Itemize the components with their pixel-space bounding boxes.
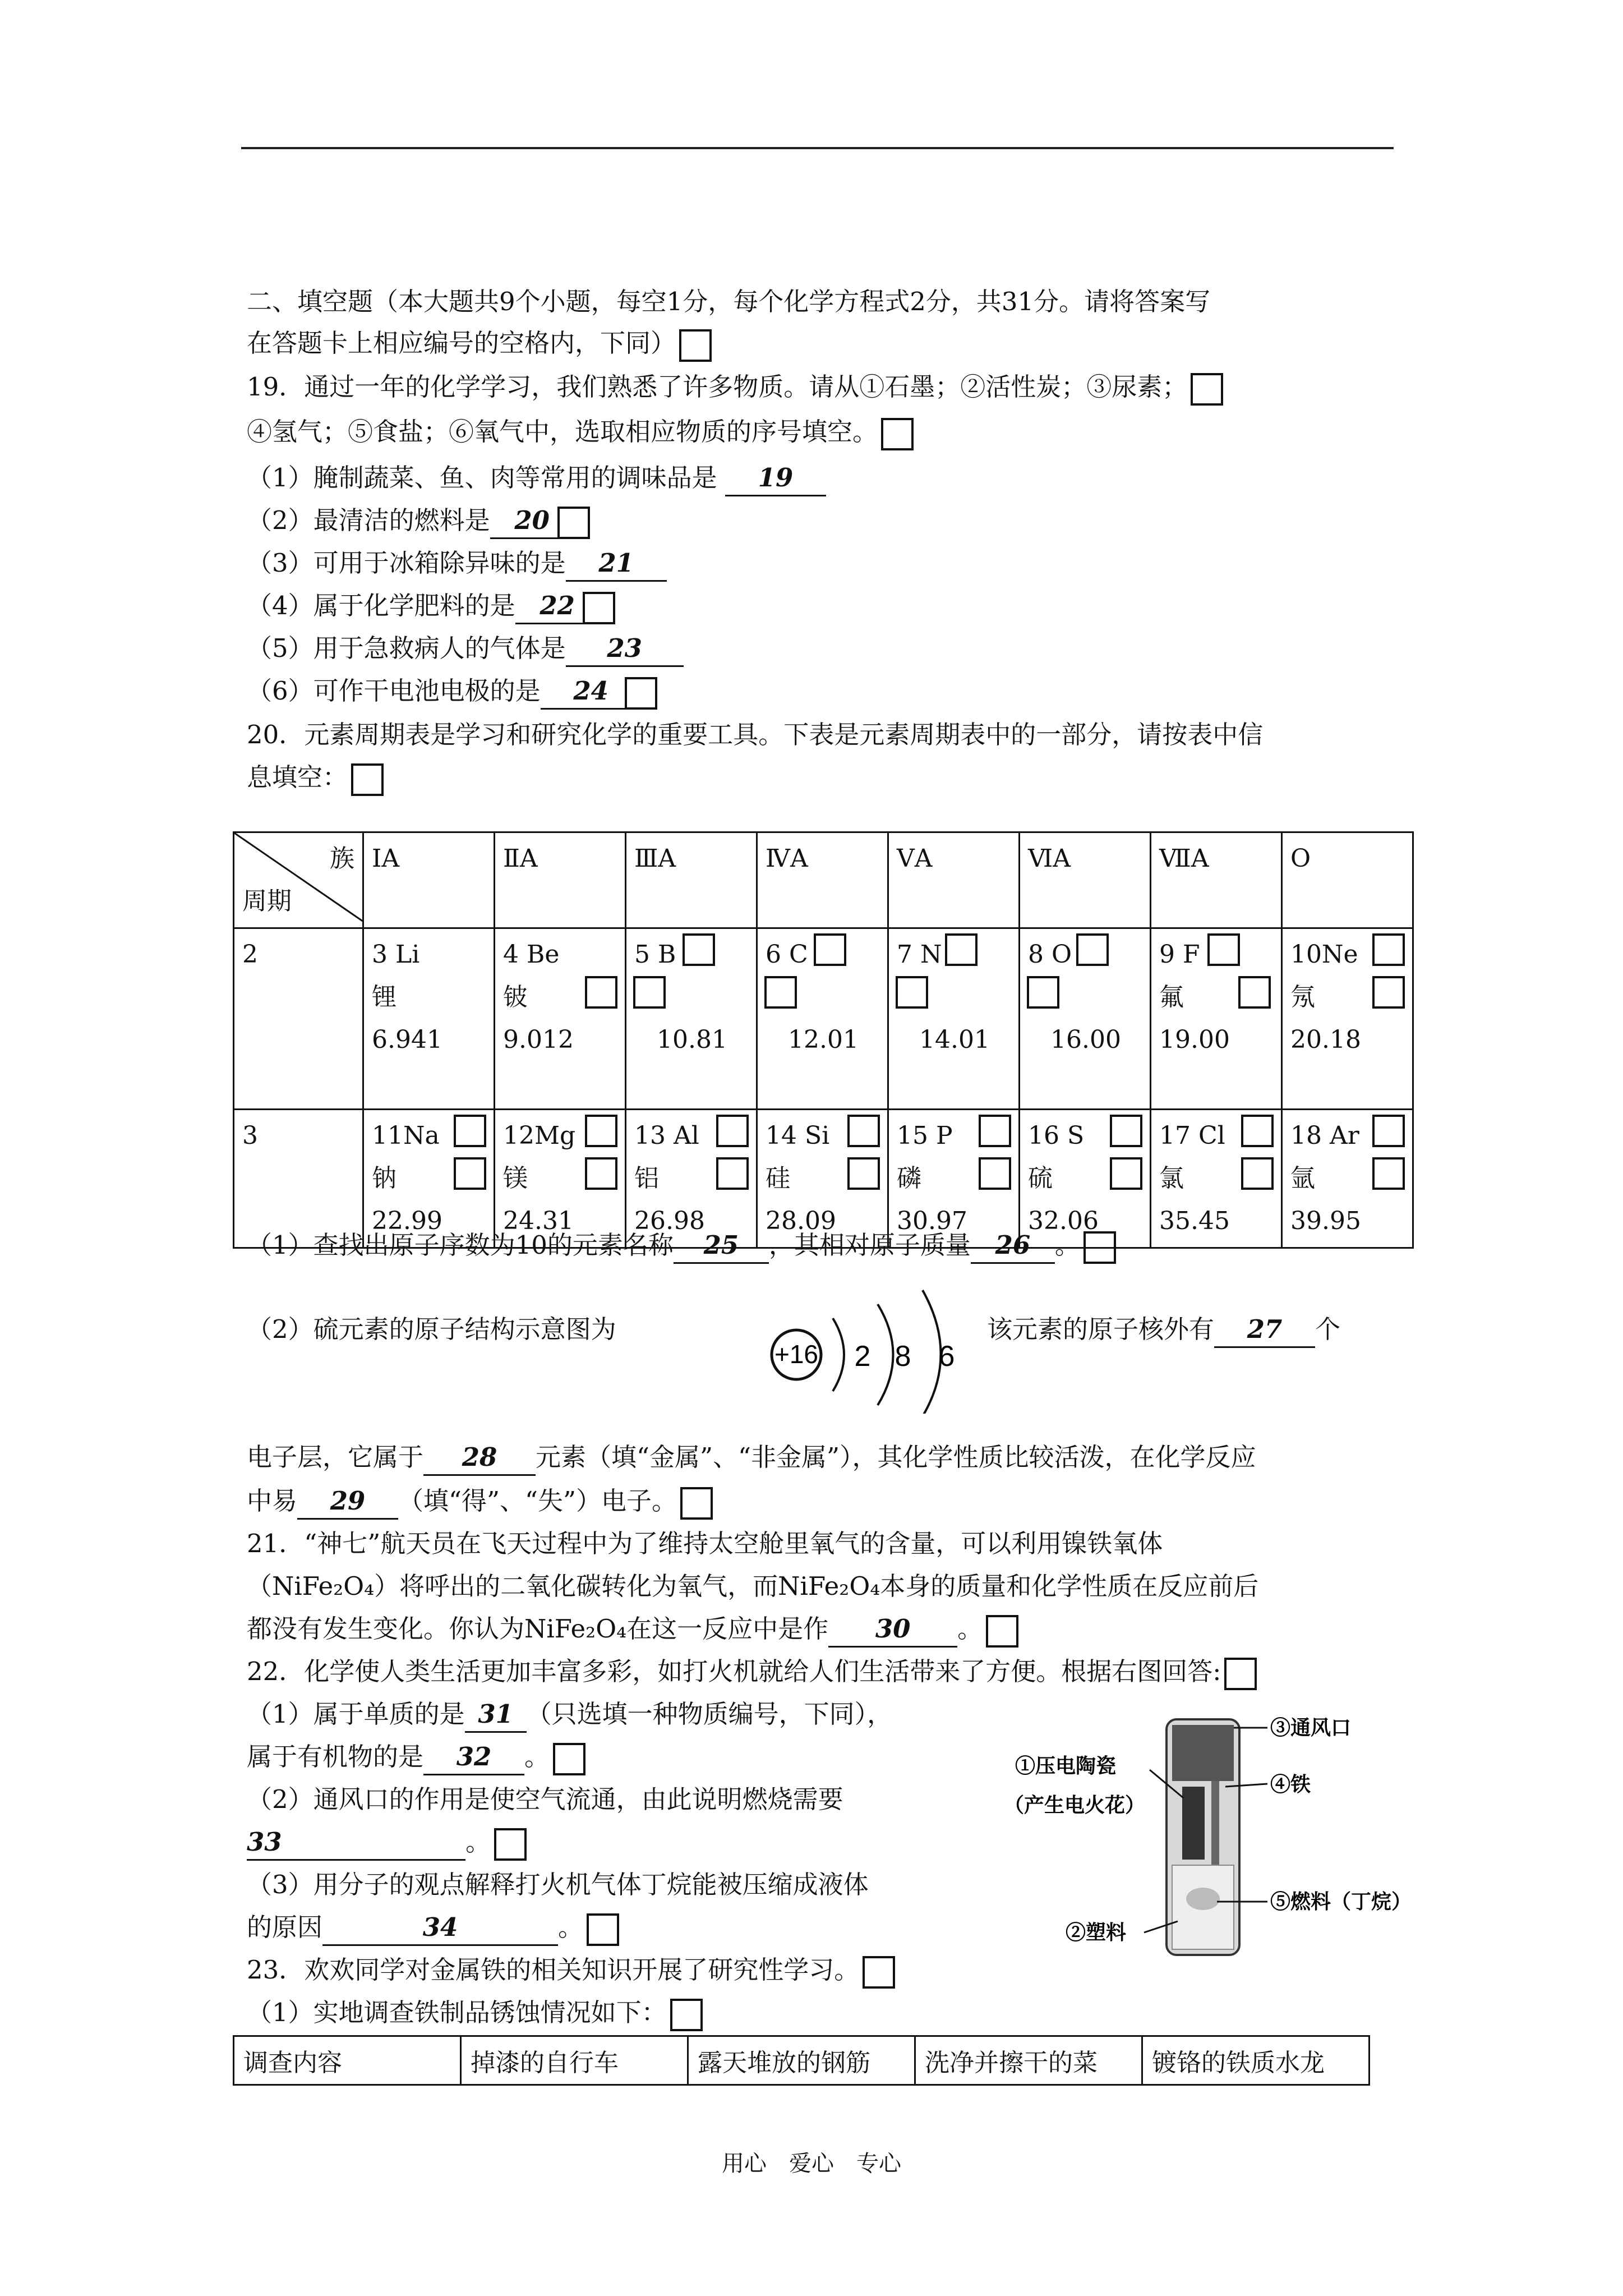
answer-box[interactable] — [585, 1157, 617, 1190]
q21-stem-3: 都没有发生变化。你认为NiFe₂O₄在这一反应中是作 30 。 — [247, 1612, 1018, 1648]
period-label: 2 — [234, 928, 363, 1110]
q22-part2: （2）通风口的作用是使空气流通，由此说明燃烧需要 — [247, 1784, 843, 1814]
q20-part4: 中易 29 （填“得”、“失”）电子。 — [247, 1484, 713, 1520]
sulfur-atom-diagram — [740, 1279, 976, 1414]
shell-electrons: 6 — [938, 1340, 955, 1373]
group-header: ⅥA — [1020, 832, 1151, 928]
group-header: ⅦA — [1151, 832, 1282, 928]
answer-box[interactable] — [863, 1956, 895, 1989]
answer-box[interactable] — [847, 1157, 880, 1190]
q20-part3: 电子层，它属于 28 元素（填“金属”、“非金属”），其化学性质比较活泼，在化学反应 — [247, 1441, 1256, 1476]
answer-box[interactable] — [716, 1115, 749, 1147]
header-period: 周期 — [242, 887, 292, 915]
answer-box[interactable] — [896, 976, 928, 1009]
q19-stem-cont: ④氢气；⑤食盐；⑥氧气中，选取相应物质的序号填空。 — [247, 415, 914, 450]
answer-box[interactable] — [583, 592, 615, 624]
q22-part3: （3）用分子的观点解释打火机气体丁烷能被压缩成液体 — [247, 1870, 869, 1899]
label-plastic: ②塑料 — [1066, 1921, 1127, 1944]
answer-box[interactable] — [716, 1157, 749, 1190]
answer-box[interactable] — [1372, 1115, 1405, 1147]
element-cell: 11Na 钠 22.99 — [363, 1110, 495, 1248]
q22-part1-b: 属于有机物的是 32 。 — [247, 1740, 585, 1775]
answer-blank[interactable]: 21 — [566, 546, 667, 582]
answer-box[interactable] — [1027, 976, 1059, 1009]
answer-blank[interactable]: 19 — [725, 461, 826, 496]
electron-shell-arc — [878, 1304, 893, 1405]
section-title-cont: 在答题卡上相应编号的空格内，下同） — [247, 326, 712, 362]
answer-box[interactable] — [1241, 1157, 1274, 1190]
answer-blank[interactable]: 26 — [971, 1228, 1055, 1264]
q22-part3-b: 的原因 34 。 — [247, 1911, 619, 1946]
q20-part2: （2）硫元素的原子结构示意图为 — [247, 1314, 616, 1344]
lighter-top — [1172, 1725, 1234, 1781]
label-spark: （产生电火花） — [1004, 1793, 1146, 1817]
answer-box[interactable] — [847, 1115, 880, 1147]
q21-stem-2: （NiFe₂O₄）将呼出的二氧化碳转化为氧气，而NiFe₂O₄本身的质量和化学性质在反应前后 — [247, 1571, 1259, 1601]
answer-box[interactable] — [670, 1999, 703, 2031]
group-header: ⅢA — [626, 832, 757, 928]
answer-box[interactable] — [814, 933, 846, 966]
piezo-ceramic — [1182, 1787, 1205, 1860]
answer-blank[interactable]: 24 — [541, 674, 642, 710]
element-cell: 9 F 氟 19.00 — [1151, 928, 1282, 1110]
answer-blank[interactable]: 32 — [423, 1740, 524, 1775]
answer-box[interactable] — [585, 1115, 617, 1147]
answer-box[interactable] — [1191, 373, 1223, 406]
answer-blank[interactable]: 22 — [515, 589, 600, 624]
answer-box[interactable] — [1241, 1115, 1274, 1147]
page-footer: 用心 爱心 专心 — [722, 2151, 901, 2177]
electron-shell-arc — [833, 1318, 844, 1391]
element-cell: 14 Si 硅 28.09 — [757, 1110, 888, 1248]
answer-box[interactable] — [683, 933, 715, 966]
answer-blank[interactable]: 30 — [828, 1612, 957, 1648]
answer-box[interactable] — [1110, 1115, 1142, 1147]
answer-box[interactable] — [1076, 933, 1109, 966]
element-cell: 15 P 磷 30.97 — [888, 1110, 1020, 1248]
element-cell: 4 Be 铍 9.012 — [495, 928, 626, 1110]
answer-blank[interactable]: 23 — [566, 632, 684, 667]
label-vent: ③通风口 — [1270, 1716, 1352, 1740]
header-rule — [241, 147, 1394, 149]
q19-item-4: （4）属于化学肥料的是 22 — [247, 589, 615, 624]
table-cell: 调查内容 — [234, 2036, 461, 2085]
group-header: ⅡA — [495, 832, 626, 928]
answer-blank[interactable]: 33 — [247, 1825, 465, 1861]
answer-blank[interactable]: 34 — [322, 1911, 558, 1946]
header-group: 族 — [330, 844, 354, 873]
answer-box[interactable] — [945, 933, 978, 966]
q22-part2-b: 33 。 — [247, 1825, 527, 1861]
answer-box[interactable] — [680, 1487, 713, 1520]
label-fuel: ⑤燃料（丁烷） — [1270, 1890, 1412, 1913]
table-cell: 洗净并擦干的菜 — [915, 2036, 1142, 2085]
answer-box[interactable] — [881, 418, 914, 450]
q21-stem: 21．“神七”航天员在飞天过程中为了维持太空舱里氧气的含量，可以利用镍铁氧体 — [247, 1529, 1163, 1558]
section-title: 二、填空题（本大题共9个小题，每空1分，每个化学方程式2分，共31分。请将答案写 — [247, 287, 1211, 316]
group-header: ⅠA — [363, 832, 495, 928]
element-cell: 8 O 16.00 — [1020, 928, 1151, 1110]
q19-item-2: （2）最清洁的燃料是 20 — [247, 504, 590, 539]
answer-box[interactable] — [679, 329, 712, 362]
answer-blank[interactable]: 27 — [1214, 1313, 1315, 1348]
fuel-valve — [1186, 1888, 1220, 1910]
element-cell: 3 Li 锂 6.941 — [363, 928, 495, 1110]
element-cell: 10Ne 氖 20.18 — [1282, 928, 1413, 1110]
nucleus-charge: +16 — [774, 1340, 819, 1369]
answer-box[interactable] — [1372, 976, 1405, 1009]
group-header: ⅤA — [888, 832, 1020, 928]
label-iron: ④铁 — [1270, 1773, 1311, 1796]
answer-box[interactable] — [1238, 976, 1271, 1009]
answer-box[interactable] — [764, 976, 797, 1009]
q22-stem: 22．化学使人类生活更加丰富多彩，如打火机就给人们生活带来了方便。根据右图回答: — [247, 1655, 1257, 1690]
q23-part1: （1）实地调查铁制品锈蚀情况如下： — [247, 1996, 703, 2031]
answer-box[interactable] — [1207, 933, 1240, 966]
q19-item-1: （1）腌制蔬菜、鱼、肉等常用的调味品是 19 — [247, 461, 826, 496]
q22-part1: （1）属于单质的是 31 （只选填一种物质编号，下同）， — [247, 1697, 892, 1733]
table-cell: 掉漆的自行车 — [461, 2036, 688, 2085]
answer-box[interactable] — [494, 1828, 527, 1861]
group-header: O — [1282, 832, 1413, 928]
q19-item-3: （3）可用于冰箱除异味的是 21 — [247, 546, 667, 582]
answer-box[interactable] — [454, 1115, 486, 1147]
answer-box[interactable] — [1083, 1231, 1116, 1264]
table-cell: 露天堆放的钢筋 — [688, 2036, 915, 2085]
group-header: ⅣA — [757, 832, 888, 928]
q19-stem: 19．通过一年的化学学习，我们熟悉了许多物质。请从①石墨；②活性炭；③尿素； — [247, 370, 1223, 406]
table-cell: 镀铬的铁质水龙 — [1142, 2036, 1370, 2085]
q20-stem-cont: 息填空： — [247, 761, 384, 796]
answer-box[interactable] — [587, 1913, 619, 1946]
answer-box[interactable] — [1110, 1157, 1142, 1190]
answer-blank[interactable]: 28 — [423, 1441, 536, 1476]
answer-box[interactable] — [979, 1157, 1011, 1190]
answer-box[interactable] — [585, 976, 617, 1009]
element-cell: 16 S 硫 32.06 — [1020, 1110, 1151, 1248]
shell-electrons: 2 — [854, 1340, 871, 1373]
survey-table — [233, 2035, 1370, 2086]
element-cell: 17 Cl 氯 35.45 — [1151, 1110, 1282, 1248]
element-cell: 12Mg 镁 24.31 — [495, 1110, 626, 1248]
periodic-table — [233, 831, 1414, 1249]
answer-box[interactable] — [557, 507, 590, 539]
lighter-diagram — [1004, 1708, 1430, 1966]
label-piezo: ①压电陶瓷 — [1015, 1754, 1117, 1778]
element-cell: 6 C 12.01 — [757, 928, 888, 1110]
q20-stem: 20．元素周期表是学习和研究化学的重要工具。下表是元素周期表中的一部分，请按表中信 — [247, 720, 1264, 749]
q20-part1: （1）查找出原子序数为10的元素名称 25 ，其相对原子质量 26 。 — [247, 1228, 1116, 1264]
table-corner — [234, 832, 363, 928]
element-cell: 7 N 14.01 — [888, 928, 1020, 1110]
answer-blank[interactable]: 31 — [465, 1697, 527, 1733]
q19-item-5: （5）用于急救病人的气体是 23 — [247, 632, 684, 667]
answer-box[interactable] — [986, 1615, 1018, 1648]
answer-box[interactable] — [625, 677, 657, 710]
q20-part2-b: 该元素的原子核外有 27 个 — [987, 1313, 1340, 1348]
answer-box[interactable] — [979, 1115, 1011, 1147]
element-cell: 5 B 10.81 — [626, 928, 757, 1110]
q23-stem: 23．欢欢同学对金属铁的相关知识开展了研究性学习。 — [247, 1953, 895, 1989]
answer-box[interactable] — [351, 763, 384, 796]
answer-box[interactable] — [553, 1743, 585, 1775]
answer-blank[interactable]: 25 — [674, 1228, 769, 1264]
answer-box[interactable] — [1372, 1157, 1405, 1190]
q19-item-6: （6）可作干电池电极的是 24 — [247, 674, 657, 710]
element-cell: 18 Ar 氩 39.95 — [1282, 1110, 1413, 1248]
answer-box[interactable] — [1224, 1658, 1257, 1690]
answer-box[interactable] — [454, 1157, 486, 1190]
shell-electrons: 8 — [895, 1340, 911, 1373]
element-cell: 13 Al 铝 26.98 — [626, 1110, 757, 1248]
answer-blank[interactable]: 29 — [297, 1484, 398, 1520]
period-label: 3 — [234, 1110, 363, 1248]
answer-box[interactable] — [1372, 933, 1405, 966]
answer-blank[interactable]: 20 — [490, 504, 574, 539]
answer-box[interactable] — [633, 976, 666, 1009]
